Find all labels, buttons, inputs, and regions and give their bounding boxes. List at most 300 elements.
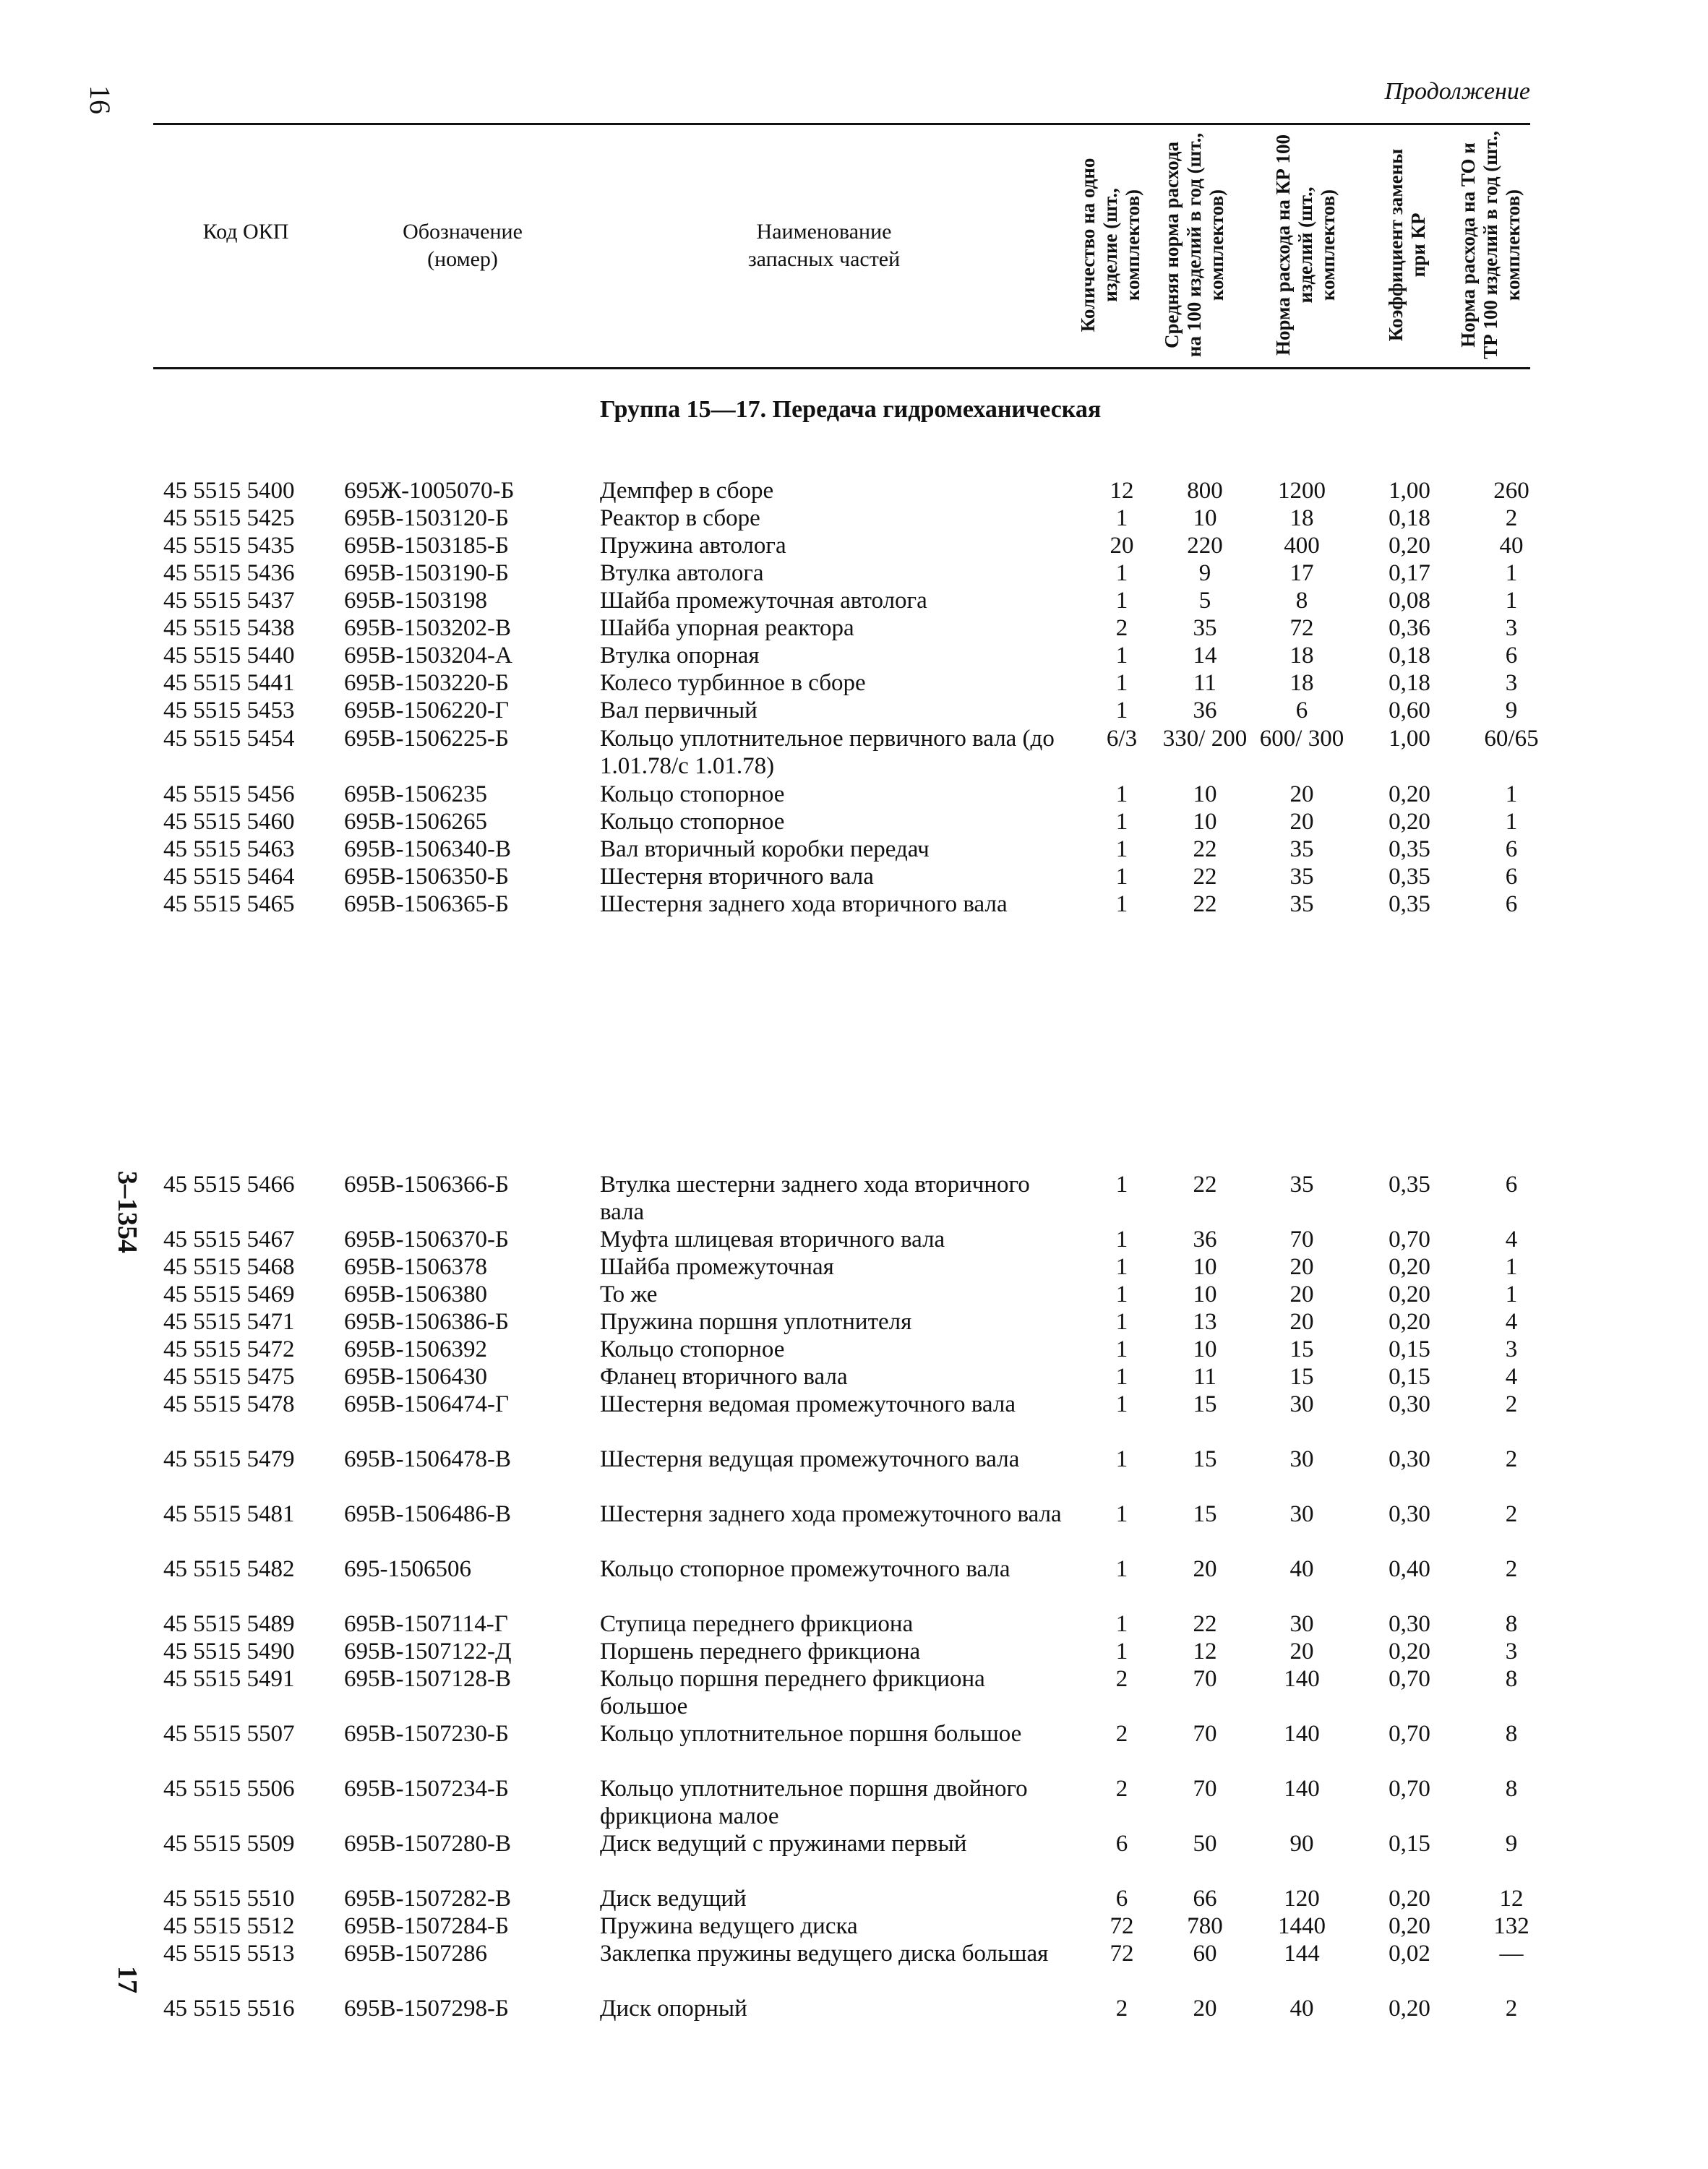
kr-norm: 35 bbox=[1289, 864, 1314, 890]
qty-per-unit: 1 bbox=[1115, 1227, 1128, 1253]
designation: 695В-1507298-Б bbox=[344, 1996, 509, 2022]
kr-norm: 144 bbox=[1284, 1941, 1320, 1967]
replace-coef: 0,40 bbox=[1389, 1556, 1430, 1582]
designation: 695В-1507282-В bbox=[344, 1886, 511, 1912]
replace-coef: 0,20 bbox=[1389, 809, 1430, 835]
designation: 695В-1507280-В bbox=[344, 1831, 511, 1857]
okp-code: 45 5515 5516 bbox=[163, 1996, 295, 2022]
replace-coef: 0,60 bbox=[1389, 697, 1430, 723]
kr-norm: 140 bbox=[1284, 1666, 1320, 1692]
to-norm: 8 bbox=[1505, 1666, 1518, 1692]
header-bottom-rule bbox=[153, 367, 1530, 369]
replace-coef: 0,35 bbox=[1389, 864, 1430, 890]
header-to: Норма расхода на ТО и ТР 100 изделий в год (шт., комплектов) bbox=[1457, 131, 1524, 359]
replace-coef: 0,20 bbox=[1389, 1309, 1430, 1335]
part-name: Шестерня ведущая промежуточного вала bbox=[600, 1446, 1020, 1472]
okp-code: 45 5515 5509 bbox=[163, 1831, 295, 1857]
replace-coef: 0,20 bbox=[1389, 533, 1430, 559]
qty-per-unit: 1 bbox=[1115, 1611, 1128, 1637]
continuation-label: Продолжение bbox=[1384, 78, 1530, 105]
designation: 695В-1503198 bbox=[344, 588, 487, 614]
part-name: Кольцо стопорное bbox=[600, 809, 785, 835]
okp-code: 45 5515 5479 bbox=[163, 1446, 295, 1472]
qty-per-unit: 1 bbox=[1115, 670, 1128, 696]
replace-coef: 0,20 bbox=[1389, 781, 1430, 807]
designation: 695В-1506380 bbox=[344, 1281, 487, 1307]
replace-coef: 0,20 bbox=[1389, 1281, 1430, 1307]
replace-coef: 0,18 bbox=[1389, 505, 1430, 531]
avg-norm: 220 bbox=[1187, 533, 1223, 559]
side-code: 3–1354 bbox=[112, 1171, 142, 1253]
okp-code: 45 5515 5513 bbox=[163, 1941, 295, 1967]
to-norm: 9 bbox=[1505, 697, 1518, 723]
to-norm: 6 bbox=[1505, 1172, 1518, 1198]
designation: 695-1506506 bbox=[344, 1556, 471, 1582]
okp-code: 45 5515 5507 bbox=[163, 1721, 295, 1747]
replace-coef: 0,36 bbox=[1389, 615, 1430, 641]
replace-coef: 0,20 bbox=[1389, 1638, 1430, 1665]
designation: 695В-1507286 bbox=[344, 1941, 487, 1967]
kr-norm: 15 bbox=[1289, 1336, 1314, 1362]
replace-coef: 0,18 bbox=[1389, 643, 1430, 669]
avg-norm: 5 bbox=[1198, 588, 1211, 614]
part-name: Шайба упорная реактора bbox=[600, 615, 854, 641]
part-name: Диск ведущий bbox=[600, 1886, 747, 1912]
group-title: Группа 15—17. Передача гидромеханическая bbox=[600, 396, 1102, 423]
replace-coef: 0,30 bbox=[1389, 1501, 1430, 1527]
replace-coef: 0,15 bbox=[1389, 1831, 1430, 1857]
replace-coef: 0,70 bbox=[1389, 1721, 1430, 1747]
qty-per-unit: 1 bbox=[1115, 1638, 1128, 1665]
kr-norm: 140 bbox=[1284, 1721, 1320, 1747]
okp-code: 45 5515 5465 bbox=[163, 891, 295, 917]
qty-per-unit: 2 bbox=[1115, 1776, 1128, 1802]
replace-coef: 0,08 bbox=[1389, 588, 1430, 614]
okp-code: 45 5515 5463 bbox=[163, 836, 295, 862]
qty-per-unit: 1 bbox=[1115, 560, 1128, 586]
designation: 695В-1506365-Б bbox=[344, 891, 509, 917]
kr-norm: 20 bbox=[1289, 1281, 1314, 1307]
avg-norm: 12 bbox=[1193, 1638, 1217, 1665]
part-name: Пружина автолога bbox=[600, 533, 786, 559]
kr-norm: 600/ 300 bbox=[1259, 726, 1344, 752]
kr-norm: 1200 bbox=[1278, 478, 1326, 504]
kr-norm: 120 bbox=[1284, 1886, 1320, 1912]
part-name: Шестерня заднего хода вторичного вала bbox=[600, 891, 1008, 917]
qty-per-unit: 6/3 bbox=[1106, 726, 1138, 752]
part-name: Кольцо стопорное bbox=[600, 781, 785, 807]
avg-norm: 20 bbox=[1193, 1996, 1217, 2022]
kr-norm: 20 bbox=[1289, 1638, 1314, 1665]
avg-norm: 22 bbox=[1193, 864, 1217, 890]
kr-norm: 18 bbox=[1289, 670, 1314, 696]
kr-norm: 15 bbox=[1289, 1364, 1314, 1390]
to-norm: 1 bbox=[1505, 809, 1518, 835]
to-norm: 4 bbox=[1505, 1227, 1518, 1253]
designation: 695В-1506340-В bbox=[344, 836, 511, 862]
to-norm: 260 bbox=[1493, 478, 1529, 504]
kr-norm: 30 bbox=[1289, 1391, 1314, 1417]
avg-norm: 780 bbox=[1187, 1913, 1223, 1939]
kr-norm: 35 bbox=[1289, 891, 1314, 917]
okp-code: 45 5515 5467 bbox=[163, 1227, 295, 1253]
part-name: Втулка шестерни заднего хода вторичного вала bbox=[600, 1172, 1030, 1225]
designation: 695В-1506478-В bbox=[344, 1446, 511, 1472]
replace-coef: 0,70 bbox=[1389, 1666, 1430, 1692]
to-norm: 12 bbox=[1499, 1886, 1524, 1912]
qty-per-unit: 12 bbox=[1110, 478, 1134, 504]
avg-norm: 70 bbox=[1193, 1776, 1217, 1802]
avg-norm: 36 bbox=[1193, 697, 1217, 723]
designation: 695В-1507234-Б bbox=[344, 1776, 509, 1802]
part-name: Шестерня вторичного вала bbox=[600, 864, 874, 890]
to-norm: 8 bbox=[1505, 1721, 1518, 1747]
okp-code: 45 5515 5435 bbox=[163, 533, 295, 559]
okp-code: 45 5515 5482 bbox=[163, 1556, 295, 1582]
okp-code: 45 5515 5456 bbox=[163, 781, 295, 807]
okp-code: 45 5515 5506 bbox=[163, 1776, 295, 1802]
qty-per-unit: 72 bbox=[1110, 1941, 1134, 1967]
okp-code: 45 5515 5453 bbox=[163, 697, 295, 723]
designation: 695В-1506474-Г bbox=[344, 1391, 510, 1417]
designation: 695Ж-1005070-Б bbox=[344, 478, 515, 504]
qty-per-unit: 1 bbox=[1115, 1172, 1128, 1198]
qty-per-unit: 1 bbox=[1115, 1254, 1128, 1280]
to-norm: 2 bbox=[1505, 1996, 1518, 2022]
okp-code: 45 5515 5489 bbox=[163, 1611, 295, 1637]
qty-per-unit: 1 bbox=[1115, 1364, 1128, 1390]
designation: 695В-1506265 bbox=[344, 809, 487, 835]
part-name: Втулка опорная bbox=[600, 643, 760, 669]
okp-code: 45 5515 5472 bbox=[163, 1336, 295, 1362]
replace-coef: 0,20 bbox=[1389, 1913, 1430, 1939]
replace-coef: 0,30 bbox=[1389, 1446, 1430, 1472]
designation: 695В-1507284-Б bbox=[344, 1913, 509, 1939]
designation: 695В-1507114-Г bbox=[344, 1611, 508, 1637]
okp-code: 45 5515 5425 bbox=[163, 505, 295, 531]
okp-code: 45 5515 5400 bbox=[163, 478, 295, 504]
replace-coef: 1,00 bbox=[1389, 726, 1430, 752]
kr-norm: 18 bbox=[1289, 643, 1314, 669]
part-name: Шестерня ведомая промежуточного вала bbox=[600, 1391, 1016, 1417]
replace-coef: 0,20 bbox=[1389, 1886, 1430, 1912]
to-norm: 6 bbox=[1505, 891, 1518, 917]
avg-norm: 10 bbox=[1193, 809, 1217, 835]
kr-norm: 40 bbox=[1289, 1996, 1314, 2022]
qty-per-unit: 1 bbox=[1115, 697, 1128, 723]
to-norm: 1 bbox=[1505, 1281, 1518, 1307]
part-name: Фланец вторичного вала bbox=[600, 1364, 848, 1390]
replace-coef: 0,15 bbox=[1389, 1364, 1430, 1390]
kr-norm: 20 bbox=[1289, 809, 1314, 835]
avg-norm: 15 bbox=[1193, 1501, 1217, 1527]
replace-coef: 0,35 bbox=[1389, 891, 1430, 917]
kr-norm: 20 bbox=[1289, 1309, 1314, 1335]
designation: 695В-1503120-Б bbox=[344, 505, 509, 531]
avg-norm: 22 bbox=[1193, 1172, 1217, 1198]
kr-norm: 35 bbox=[1289, 836, 1314, 862]
qty-per-unit: 1 bbox=[1115, 864, 1128, 890]
part-name: То же bbox=[600, 1281, 658, 1307]
header-okp: Код ОКП bbox=[202, 220, 289, 244]
replace-coef: 0,15 bbox=[1389, 1336, 1430, 1362]
part-name: Колесо турбинное в сборе bbox=[600, 670, 866, 696]
designation: 695В-1506366-Б bbox=[344, 1172, 509, 1198]
designation: 695В-1506225-Б bbox=[344, 726, 509, 752]
qty-per-unit: 6 bbox=[1115, 1831, 1128, 1857]
qty-per-unit: 6 bbox=[1115, 1886, 1128, 1912]
page-number-top: 16 bbox=[84, 85, 116, 114]
part-name: Кольцо поршня переднего фрикциона большое bbox=[600, 1666, 985, 1719]
part-name: Диск ведущий с пружинами первый bbox=[600, 1831, 967, 1857]
okp-code: 45 5515 5438 bbox=[163, 615, 295, 641]
part-name: Демпфер в сборе bbox=[600, 478, 774, 504]
designation: 695В-1507230-Б bbox=[344, 1721, 509, 1747]
kr-norm: 8 bbox=[1295, 588, 1308, 614]
okp-code: 45 5515 5481 bbox=[163, 1501, 295, 1527]
header-avg: Средняя норма расхода на 100 изделий в год (шт., комплектов) bbox=[1161, 132, 1227, 358]
designation: 695В-1506486-В bbox=[344, 1501, 511, 1527]
okp-code: 45 5515 5437 bbox=[163, 588, 295, 614]
okp-code: 45 5515 5454 bbox=[163, 726, 295, 752]
to-norm: 3 bbox=[1505, 615, 1518, 641]
to-norm: 6 bbox=[1505, 643, 1518, 669]
qty-per-unit: 1 bbox=[1115, 781, 1128, 807]
part-name: Вал вторичный коробки передач bbox=[600, 836, 930, 862]
header-designation: Обозначение (номер) bbox=[403, 220, 523, 271]
to-norm: 2 bbox=[1505, 1446, 1518, 1472]
to-norm: 2 bbox=[1505, 505, 1518, 531]
part-name: Шайба промежуточная bbox=[600, 1254, 834, 1280]
avg-norm: 15 bbox=[1193, 1391, 1217, 1417]
part-name: Кольцо стопорное промежуточного вала bbox=[600, 1556, 1010, 1582]
to-norm: 60/65 bbox=[1484, 726, 1539, 752]
designation: 695В-1506392 bbox=[344, 1336, 487, 1362]
part-name: Шайба промежуточная автолога bbox=[600, 588, 927, 614]
avg-norm: 10 bbox=[1193, 1281, 1217, 1307]
part-name: Вал первичный bbox=[600, 697, 758, 723]
to-norm: 3 bbox=[1505, 1336, 1518, 1362]
page-number-bottom: 17 bbox=[112, 1966, 142, 1993]
avg-norm: 36 bbox=[1193, 1227, 1217, 1253]
to-norm: 40 bbox=[1499, 533, 1524, 559]
okp-code: 45 5515 5468 bbox=[163, 1254, 295, 1280]
kr-norm: 20 bbox=[1289, 1254, 1314, 1280]
header-name: Наименование запасных частей bbox=[747, 220, 901, 271]
qty-per-unit: 2 bbox=[1115, 1721, 1128, 1747]
qty-per-unit: 1 bbox=[1115, 1309, 1128, 1335]
designation: 695В-1503185-Б bbox=[344, 533, 509, 559]
avg-norm: 13 bbox=[1193, 1309, 1217, 1335]
replace-coef: 0,20 bbox=[1389, 1996, 1430, 2022]
kr-norm: 20 bbox=[1289, 781, 1314, 807]
part-name: Реактор в сборе bbox=[600, 505, 760, 531]
okp-code: 45 5515 5478 bbox=[163, 1391, 295, 1417]
okp-code: 45 5515 5490 bbox=[163, 1638, 295, 1665]
avg-norm: 70 bbox=[1193, 1721, 1217, 1747]
part-name: Диск опорный bbox=[600, 1996, 747, 2022]
designation: 695В-1506370-Б bbox=[344, 1227, 509, 1253]
part-name: Кольцо уплотнительное поршня большое bbox=[600, 1721, 1022, 1747]
avg-norm: 9 bbox=[1198, 560, 1211, 586]
to-norm: 9 bbox=[1505, 1831, 1518, 1857]
avg-norm: 11 bbox=[1193, 670, 1216, 696]
to-norm: 132 bbox=[1493, 1913, 1529, 1939]
avg-norm: 15 bbox=[1193, 1446, 1217, 1472]
part-name: Кольцо стопорное bbox=[600, 1336, 785, 1362]
okp-code: 45 5515 5510 bbox=[163, 1886, 295, 1912]
okp-code: 45 5515 5436 bbox=[163, 560, 295, 586]
replace-coef: 0,18 bbox=[1389, 670, 1430, 696]
to-norm: 1 bbox=[1505, 560, 1518, 586]
okp-code: 45 5515 5441 bbox=[163, 670, 295, 696]
to-norm: 1 bbox=[1505, 588, 1518, 614]
to-norm: 1 bbox=[1505, 781, 1518, 807]
qty-per-unit: 1 bbox=[1115, 1281, 1128, 1307]
okp-code: 45 5515 5460 bbox=[163, 809, 295, 835]
kr-norm: 17 bbox=[1289, 560, 1314, 586]
qty-per-unit: 72 bbox=[1110, 1913, 1134, 1939]
designation: 695В-1506350-Б bbox=[344, 864, 509, 890]
kr-norm: 70 bbox=[1289, 1227, 1314, 1253]
avg-norm: 35 bbox=[1193, 615, 1217, 641]
part-name: Пружина поршня уплотнителя bbox=[600, 1309, 912, 1335]
designation: 695В-1506430 bbox=[344, 1364, 487, 1390]
designation: 695В-1506378 bbox=[344, 1254, 487, 1280]
qty-per-unit: 1 bbox=[1115, 836, 1128, 862]
kr-norm: 30 bbox=[1289, 1446, 1314, 1472]
replace-coef: 0,35 bbox=[1389, 1172, 1430, 1198]
designation: 695В-1503204-А bbox=[344, 643, 512, 669]
okp-code: 45 5515 5491 bbox=[163, 1666, 295, 1692]
qty-per-unit: 2 bbox=[1115, 1666, 1128, 1692]
okp-code: 45 5515 5464 bbox=[163, 864, 295, 890]
designation: 695В-1506235 bbox=[344, 781, 487, 807]
qty-per-unit: 1 bbox=[1115, 643, 1128, 669]
avg-norm: 70 bbox=[1193, 1666, 1217, 1692]
avg-norm: 22 bbox=[1193, 1611, 1217, 1637]
table-top-rule bbox=[153, 123, 1530, 125]
part-name: Поршень переднего фрикциона bbox=[600, 1638, 921, 1665]
designation: 695В-1503202-В bbox=[344, 615, 511, 641]
avg-norm: 20 bbox=[1193, 1556, 1217, 1582]
to-norm: 8 bbox=[1505, 1611, 1518, 1637]
replace-coef: 0,17 bbox=[1389, 560, 1430, 586]
avg-norm: 22 bbox=[1193, 836, 1217, 862]
part-name: Ступица переднего фрикциона bbox=[600, 1611, 914, 1637]
replace-coef: 0,35 bbox=[1389, 836, 1430, 862]
qty-per-unit: 1 bbox=[1115, 588, 1128, 614]
kr-norm: 30 bbox=[1289, 1611, 1314, 1637]
avg-norm: 11 bbox=[1193, 1364, 1216, 1390]
avg-norm: 800 bbox=[1187, 478, 1223, 504]
part-name: Шестерня заднего хода промежуточного вала bbox=[600, 1501, 1062, 1527]
kr-norm: 40 bbox=[1289, 1556, 1314, 1582]
kr-norm: 6 bbox=[1295, 697, 1308, 723]
kr-norm: 30 bbox=[1289, 1501, 1314, 1527]
replace-coef: 0,70 bbox=[1389, 1776, 1430, 1802]
qty-per-unit: 20 bbox=[1110, 533, 1134, 559]
qty-per-unit: 1 bbox=[1115, 891, 1128, 917]
part-name: Втулка автолога bbox=[600, 560, 764, 586]
to-norm: 2 bbox=[1505, 1391, 1518, 1417]
okp-code: 45 5515 5471 bbox=[163, 1309, 295, 1335]
designation: 695В-1506386-Б bbox=[344, 1309, 509, 1335]
replace-coef: 1,00 bbox=[1389, 478, 1430, 504]
part-name: Заклепка пружины ведущего диска большая bbox=[600, 1941, 1049, 1967]
avg-norm: 10 bbox=[1193, 505, 1217, 531]
avg-norm: 60 bbox=[1193, 1941, 1217, 1967]
header-kr: Норма расхода на КР 100 изделий (шт., комплектов) bbox=[1272, 134, 1339, 356]
to-norm: 4 bbox=[1505, 1364, 1518, 1390]
to-norm: 1 bbox=[1505, 1254, 1518, 1280]
designation: 695В-1503190-Б bbox=[344, 560, 509, 586]
header-qty: Количество на одно изделие (шт., комплектов) bbox=[1077, 158, 1143, 332]
avg-norm: 10 bbox=[1193, 781, 1217, 807]
qty-per-unit: 1 bbox=[1115, 1391, 1128, 1417]
qty-per-unit: 1 bbox=[1115, 1336, 1128, 1362]
qty-per-unit: 1 bbox=[1115, 1556, 1128, 1582]
avg-norm: 10 bbox=[1193, 1254, 1217, 1280]
designation: 695В-1507122-Д bbox=[344, 1638, 512, 1665]
to-norm: 2 bbox=[1505, 1501, 1518, 1527]
to-norm: 6 bbox=[1505, 864, 1518, 890]
to-norm: 4 bbox=[1505, 1309, 1518, 1335]
okp-code: 45 5515 5440 bbox=[163, 643, 295, 669]
part-name: Пружина ведущего диска bbox=[600, 1913, 858, 1939]
okp-code: 45 5515 5512 bbox=[163, 1913, 295, 1939]
part-name: Кольцо уплотнительное поршня двойного фрикциона малое bbox=[600, 1776, 1028, 1829]
to-norm: 8 bbox=[1505, 1776, 1518, 1802]
qty-per-unit: 2 bbox=[1115, 615, 1128, 641]
to-norm: 2 bbox=[1505, 1556, 1518, 1582]
avg-norm: 50 bbox=[1193, 1831, 1217, 1857]
kr-norm: 35 bbox=[1289, 1172, 1314, 1198]
avg-norm: 22 bbox=[1193, 891, 1217, 917]
kr-norm: 18 bbox=[1289, 505, 1314, 531]
kr-norm: 1440 bbox=[1278, 1913, 1326, 1939]
qty-per-unit: 1 bbox=[1115, 1501, 1128, 1527]
to-norm: — bbox=[1499, 1941, 1524, 1967]
kr-norm: 140 bbox=[1284, 1776, 1320, 1802]
designation: 695В-1507128-В bbox=[344, 1666, 511, 1692]
kr-norm: 72 bbox=[1289, 615, 1314, 641]
okp-code: 45 5515 5475 bbox=[163, 1364, 295, 1390]
avg-norm: 10 bbox=[1193, 1336, 1217, 1362]
replace-coef: 0,30 bbox=[1389, 1391, 1430, 1417]
replace-coef: 0,30 bbox=[1389, 1611, 1430, 1637]
kr-norm: 400 bbox=[1284, 533, 1320, 559]
qty-per-unit: 2 bbox=[1115, 1996, 1128, 2022]
to-norm: 3 bbox=[1505, 670, 1518, 696]
part-name: Муфта шлицевая вторичного вала bbox=[600, 1227, 945, 1253]
avg-norm: 330/ 200 bbox=[1162, 726, 1248, 752]
qty-per-unit: 1 bbox=[1115, 809, 1128, 835]
to-norm: 6 bbox=[1505, 836, 1518, 862]
replace-coef: 0,20 bbox=[1389, 1254, 1430, 1280]
okp-code: 45 5515 5466 bbox=[163, 1172, 295, 1198]
designation: 695В-1503220-Б bbox=[344, 670, 509, 696]
designation: 695В-1506220-Г bbox=[344, 697, 510, 723]
replace-coef: 0,70 bbox=[1389, 1227, 1430, 1253]
replace-coef: 0,02 bbox=[1389, 1941, 1430, 1967]
to-norm: 3 bbox=[1505, 1638, 1518, 1665]
okp-code: 45 5515 5469 bbox=[163, 1281, 295, 1307]
avg-norm: 14 bbox=[1193, 643, 1217, 669]
qty-per-unit: 1 bbox=[1115, 1446, 1128, 1472]
part-name: Кольцо уплотнительное первичного вала (до 1.01.78/с 1.01.78) bbox=[600, 726, 1055, 779]
qty-per-unit: 1 bbox=[1115, 505, 1128, 531]
